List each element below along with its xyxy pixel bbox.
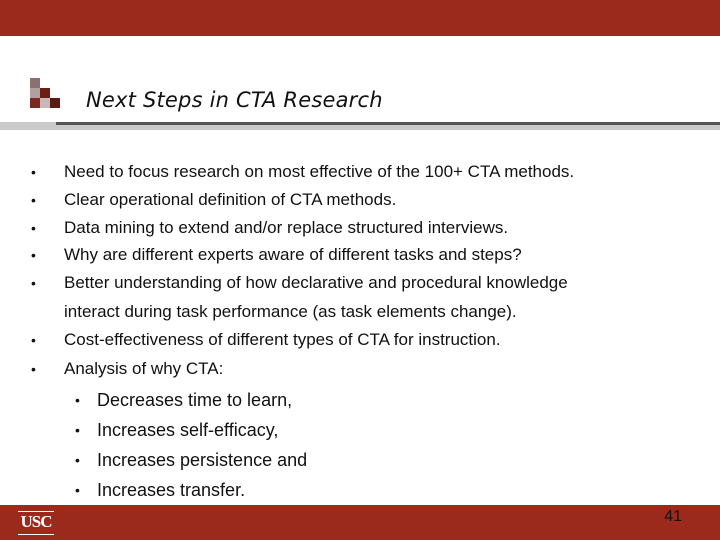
sub-bullet-marker: • [75, 482, 80, 498]
bullet-marker: • [31, 192, 36, 208]
sub-bullet-marker: • [75, 452, 80, 468]
top-banner [0, 0, 720, 36]
bullet-item: Better understanding of how declarative and procedural knowledge [64, 273, 568, 292]
sub-bullet-marker: • [75, 422, 80, 438]
title-underline-shadow [56, 125, 720, 130]
bullet-marker: • [31, 247, 36, 263]
page-number: 41 [664, 508, 682, 525]
bullet-item: Why are different experts aware of different tasks and steps? [64, 245, 522, 264]
bullet-marker: • [31, 275, 36, 291]
bullet-item-continuation: interact during task performance (as task elements change). [64, 302, 517, 321]
bullet-item: Clear operational definition of CTA methods. [64, 190, 397, 209]
sub-bullet-item: Increases persistence and [97, 450, 308, 470]
bullet-item: Data mining to extend and/or replace structured interviews. [64, 218, 509, 237]
sub-bullet-marker: • [75, 392, 80, 408]
bullet-marker: • [31, 220, 36, 236]
title-decoration-icon [30, 78, 70, 118]
bullet-marker: • [31, 164, 36, 180]
bullet-item: Need to focus research on most effective of the 100+ CTA methods. [64, 162, 575, 181]
title-underline-accent [0, 122, 56, 130]
bullet-item: Analysis of why CTA: [64, 359, 224, 378]
usc-logo: USC [18, 511, 54, 535]
bullet-marker: • [31, 361, 36, 377]
sub-bullet-item: Increases self-efficacy, [97, 420, 279, 440]
bullet-item: Cost-effectiveness of different types of CTA for instruction. [64, 330, 501, 349]
slide-title: Next Steps in CTA Research [86, 88, 383, 112]
sub-bullet-item: Increases transfer. [97, 480, 246, 500]
sub-bullet-item: Decreases time to learn, [97, 390, 293, 410]
bullet-marker: • [31, 332, 36, 348]
bottom-banner [0, 505, 720, 540]
